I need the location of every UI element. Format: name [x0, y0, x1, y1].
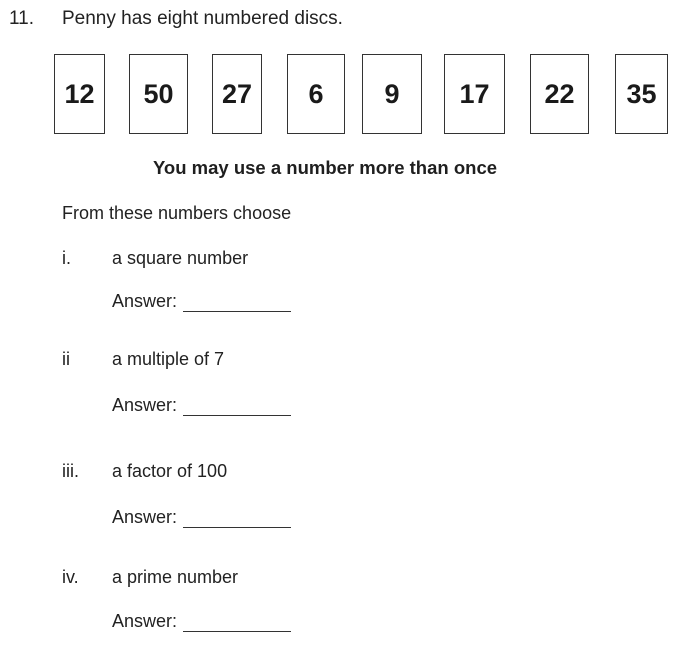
part-text-i: a square number: [112, 248, 249, 268]
answer-label: Answer:: [112, 611, 178, 631]
answer-iv: [112, 611, 291, 632]
part-label-ii: ii: [62, 349, 70, 369]
answer-line-iii[interactable]: [183, 509, 291, 528]
disc-3: 27: [212, 54, 262, 134]
disc-8: 35: [615, 54, 668, 134]
answer-line-iv[interactable]: [183, 613, 291, 632]
answer-i: [112, 291, 291, 312]
part-label-iii: iii.: [62, 461, 79, 481]
disc-5: 9: [362, 54, 422, 134]
answer-label: Answer:: [112, 395, 178, 415]
answer-ii: [112, 395, 291, 416]
disc-2: 50: [129, 54, 188, 134]
instruction-note: You may use a number more than once: [152, 157, 498, 178]
answer-line-i[interactable]: [183, 293, 291, 312]
disc-4: 6: [287, 54, 345, 134]
disc-7: 22: [530, 54, 589, 134]
answer-iii: [112, 507, 291, 528]
part-label-iv: iv.: [62, 567, 79, 587]
part-text-iv: a prime number: [112, 567, 239, 587]
disc-6: 17: [444, 54, 505, 134]
question-text: Penny has eight numbered discs.: [62, 8, 343, 29]
part-label-i: i.: [62, 248, 71, 268]
answer-line-ii[interactable]: [183, 397, 291, 416]
part-text-ii: a multiple of 7: [112, 349, 225, 369]
answer-label: Answer:: [112, 291, 178, 311]
answer-label: Answer:: [112, 507, 178, 527]
part-text-iii: a factor of 100: [112, 461, 228, 481]
question-number: 11.: [9, 8, 35, 29]
intro-text: From these numbers choose: [62, 203, 292, 223]
disc-1: 12: [54, 54, 105, 134]
